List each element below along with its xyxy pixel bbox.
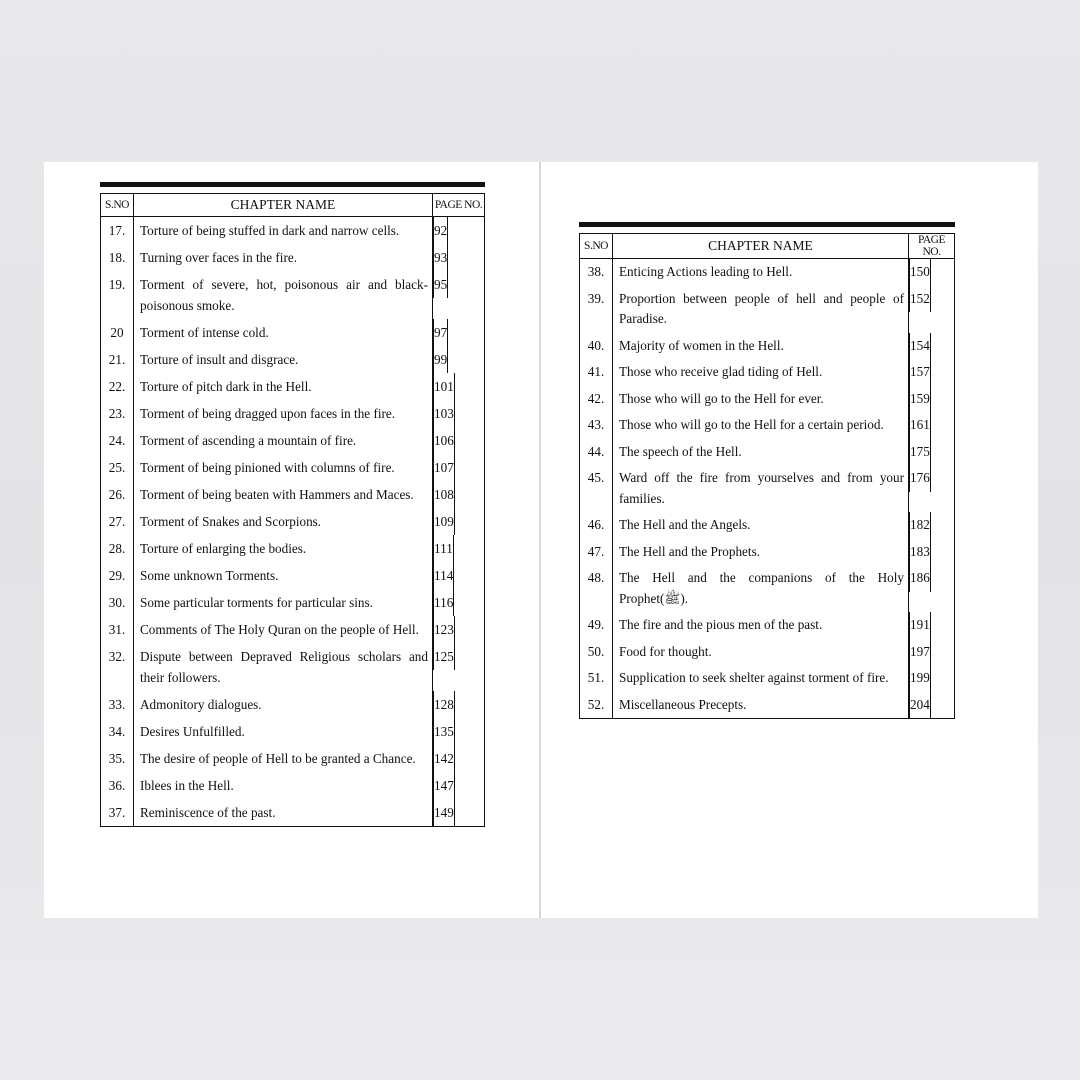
row-sno: 35. xyxy=(101,745,134,772)
row-chapter-name: The desire of people of Hell to be granted a Chance. xyxy=(134,745,433,772)
table-row xyxy=(101,217,485,245)
contents-table-left xyxy=(100,182,485,827)
row-chapter-name: Torment of being pinioned with columns of fire. xyxy=(134,454,433,481)
row-chapter-name: Torture of enlarging the bodies. xyxy=(134,535,433,562)
row-sno: 46. xyxy=(580,512,613,539)
table-row xyxy=(580,259,955,286)
table-row xyxy=(580,612,955,639)
table-row xyxy=(101,799,485,827)
row-chapter-name: Turning over faces in the fire. xyxy=(134,244,433,271)
row-chapter-name: Food for thought. xyxy=(613,639,909,666)
row-page-no: 125 xyxy=(433,643,455,670)
row-chapter-name: Miscellaneous Precepts. xyxy=(613,692,909,719)
row-page-no: 159 xyxy=(909,386,931,413)
contents-table-right xyxy=(579,222,955,719)
row-sno: 31. xyxy=(101,616,134,643)
table-row xyxy=(580,386,955,413)
row-sno: 24. xyxy=(101,427,134,454)
table-row xyxy=(101,718,485,745)
book-gutter xyxy=(539,162,541,918)
row-sno: 39. xyxy=(580,286,613,333)
row-sno: 52. xyxy=(580,692,613,719)
row-page-no: 101 xyxy=(433,373,455,400)
row-sno: 19. xyxy=(101,271,134,319)
row-page-no: 197 xyxy=(909,639,931,666)
row-chapter-name: Torment of being dragged upon faces in the fire. xyxy=(134,400,433,427)
table-row xyxy=(101,373,485,400)
header-page-no: PAGE NO. xyxy=(433,194,485,217)
row-page-no: 92 xyxy=(433,217,448,244)
row-chapter-name: The Hell and the Prophets. xyxy=(613,539,909,566)
row-page-no: 97 xyxy=(433,319,448,346)
table-row xyxy=(101,244,485,271)
row-sno: 45. xyxy=(580,465,613,512)
table-row xyxy=(580,639,955,666)
row-chapter-name: Torture of being stuffed in dark and narrow cells. xyxy=(134,217,433,245)
row-page-no: 150 xyxy=(909,259,931,286)
row-sno: 25. xyxy=(101,454,134,481)
row-chapter-name: Torture of insult and disgrace. xyxy=(134,346,433,373)
table-row xyxy=(101,616,485,643)
row-page-no: 152 xyxy=(909,286,931,313)
row-sno: 47. xyxy=(580,539,613,566)
row-page-no: 161 xyxy=(909,412,931,439)
row-chapter-name: Some particular torments for particular sins. xyxy=(134,589,433,616)
table-row xyxy=(101,772,485,799)
table-row xyxy=(580,565,955,612)
row-sno: 33. xyxy=(101,691,134,718)
row-sno: 48. xyxy=(580,565,613,612)
row-sno: 29. xyxy=(101,562,134,589)
header-sno: S.NO xyxy=(101,194,134,217)
row-sno: 17. xyxy=(101,217,134,245)
row-chapter-name: Those who will go to the Hell for ever. xyxy=(613,386,909,413)
row-sno: 27. xyxy=(101,508,134,535)
row-chapter-name: Torment of Snakes and Scorpions. xyxy=(134,508,433,535)
row-chapter-name: Supplication to seek shelter against torment of fire. xyxy=(613,665,909,692)
row-sno: 32. xyxy=(101,643,134,691)
row-page-no: 204 xyxy=(909,692,931,719)
row-page-no: 142 xyxy=(433,745,455,772)
row-sno: 38. xyxy=(580,259,613,286)
row-sno: 40. xyxy=(580,333,613,360)
table-row xyxy=(580,439,955,466)
table-row xyxy=(101,508,485,535)
row-chapter-name: Admonitory dialogues. xyxy=(134,691,433,718)
row-sno: 41. xyxy=(580,359,613,386)
row-chapter-name: Ward off the fire from yourselves and from your families. xyxy=(613,465,909,512)
row-chapter-name: The fire and the pious men of the past. xyxy=(613,612,909,639)
row-page-no: 186 xyxy=(909,565,931,592)
row-page-no: 175 xyxy=(909,439,931,466)
row-chapter-name: Torment of ascending a mountain of fire. xyxy=(134,427,433,454)
row-sno: 20 xyxy=(101,319,134,346)
row-sno: 51. xyxy=(580,665,613,692)
table-row xyxy=(101,691,485,718)
row-page-no: 95 xyxy=(433,271,448,298)
row-chapter-name: Desires Unfulfilled. xyxy=(134,718,433,745)
table-row xyxy=(580,333,955,360)
row-chapter-name: Those who receive glad tiding of Hell. xyxy=(613,359,909,386)
row-page-no: 108 xyxy=(433,481,455,508)
row-page-no: 183 xyxy=(909,539,931,566)
table-row xyxy=(101,589,485,616)
table-row xyxy=(101,643,485,691)
row-sno: 43. xyxy=(580,412,613,439)
row-page-no: 149 xyxy=(433,799,455,826)
row-chapter-name: Enticing Actions leading to Hell. xyxy=(613,259,909,286)
row-page-no: 135 xyxy=(433,718,455,745)
row-chapter-name: Some unknown Torments. xyxy=(134,562,433,589)
row-page-no: 147 xyxy=(433,772,455,799)
row-page-no: 176 xyxy=(909,465,931,492)
table-row xyxy=(580,359,955,386)
row-chapter-name: Torment of being beaten with Hammers and Maces. xyxy=(134,481,433,508)
row-page-no: 99 xyxy=(433,346,448,373)
row-page-no: 106 xyxy=(433,427,455,454)
row-page-no: 93 xyxy=(433,244,448,271)
row-sno: 23. xyxy=(101,400,134,427)
row-page-no: 116 xyxy=(433,589,454,616)
table-row xyxy=(580,286,955,333)
row-sno: 30. xyxy=(101,589,134,616)
header-chapter-name: CHAPTER NAME xyxy=(613,234,909,259)
table-row xyxy=(580,412,955,439)
row-page-no: 107 xyxy=(433,454,455,481)
table-row xyxy=(580,665,955,692)
row-page-no: 191 xyxy=(909,612,931,639)
row-sno: 36. xyxy=(101,772,134,799)
row-sno: 44. xyxy=(580,439,613,466)
row-sno: 49. xyxy=(580,612,613,639)
row-sno: 18. xyxy=(101,244,134,271)
row-page-no: 114 xyxy=(433,562,454,589)
row-chapter-name: The speech of the Hell. xyxy=(613,439,909,466)
row-chapter-name: Reminiscence of the past. xyxy=(134,799,433,827)
table-row xyxy=(101,745,485,772)
row-chapter-name: Majority of women in the Hell. xyxy=(613,333,909,360)
table-row xyxy=(101,400,485,427)
row-page-no: 182 xyxy=(909,512,931,539)
row-sno: 34. xyxy=(101,718,134,745)
row-sno: 42. xyxy=(580,386,613,413)
row-chapter-name: Proportion between people of hell and people of Paradise. xyxy=(613,286,909,333)
table-row xyxy=(101,481,485,508)
table-row xyxy=(580,512,955,539)
table-row xyxy=(101,319,485,346)
row-sno: 26. xyxy=(101,481,134,508)
table-row xyxy=(101,346,485,373)
table-row xyxy=(580,465,955,512)
row-sno: 21. xyxy=(101,346,134,373)
table-row xyxy=(101,454,485,481)
row-sno: 22. xyxy=(101,373,134,400)
row-chapter-name: Comments of The Holy Quran on the people of Hell. xyxy=(134,616,433,643)
table-row xyxy=(580,539,955,566)
row-chapter-name: The Hell and the companions of the Holy Prophet(ﷺ). xyxy=(613,565,909,612)
header-sno: S.NO xyxy=(580,234,613,259)
header-page-no: PAGE NO. xyxy=(909,234,955,259)
row-sno: 50. xyxy=(580,639,613,666)
header-chapter-name: CHAPTER NAME xyxy=(134,194,433,217)
table-row xyxy=(101,271,485,319)
row-chapter-name: Iblees in the Hell. xyxy=(134,772,433,799)
table-row xyxy=(101,427,485,454)
row-page-no: 199 xyxy=(909,665,931,692)
row-page-no: 128 xyxy=(433,691,455,718)
row-page-no: 154 xyxy=(909,333,931,360)
table-row xyxy=(101,535,485,562)
row-sno: 28. xyxy=(101,535,134,562)
row-page-no: 109 xyxy=(433,508,455,535)
table-row xyxy=(101,562,485,589)
row-page-no: 157 xyxy=(909,359,931,386)
row-chapter-name: Torment of severe, hot, poisonous air and black-poisonous smoke. xyxy=(134,271,433,319)
row-chapter-name: Those who will go to the Hell for a certain period. xyxy=(613,412,909,439)
row-chapter-name: The Hell and the Angels. xyxy=(613,512,909,539)
row-page-no: 123 xyxy=(433,616,455,643)
header-row xyxy=(580,234,955,259)
row-chapter-name: Torture of pitch dark in the Hell. xyxy=(134,373,433,400)
row-chapter-name: Torment of intense cold. xyxy=(134,319,433,346)
header-row xyxy=(101,194,485,217)
row-page-no: 103 xyxy=(433,400,455,427)
row-sno: 37. xyxy=(101,799,134,827)
row-chapter-name: Dispute between Depraved Religious scholars and their followers. xyxy=(134,643,433,691)
table-row xyxy=(580,692,955,719)
row-page-no: 111 xyxy=(433,535,454,562)
